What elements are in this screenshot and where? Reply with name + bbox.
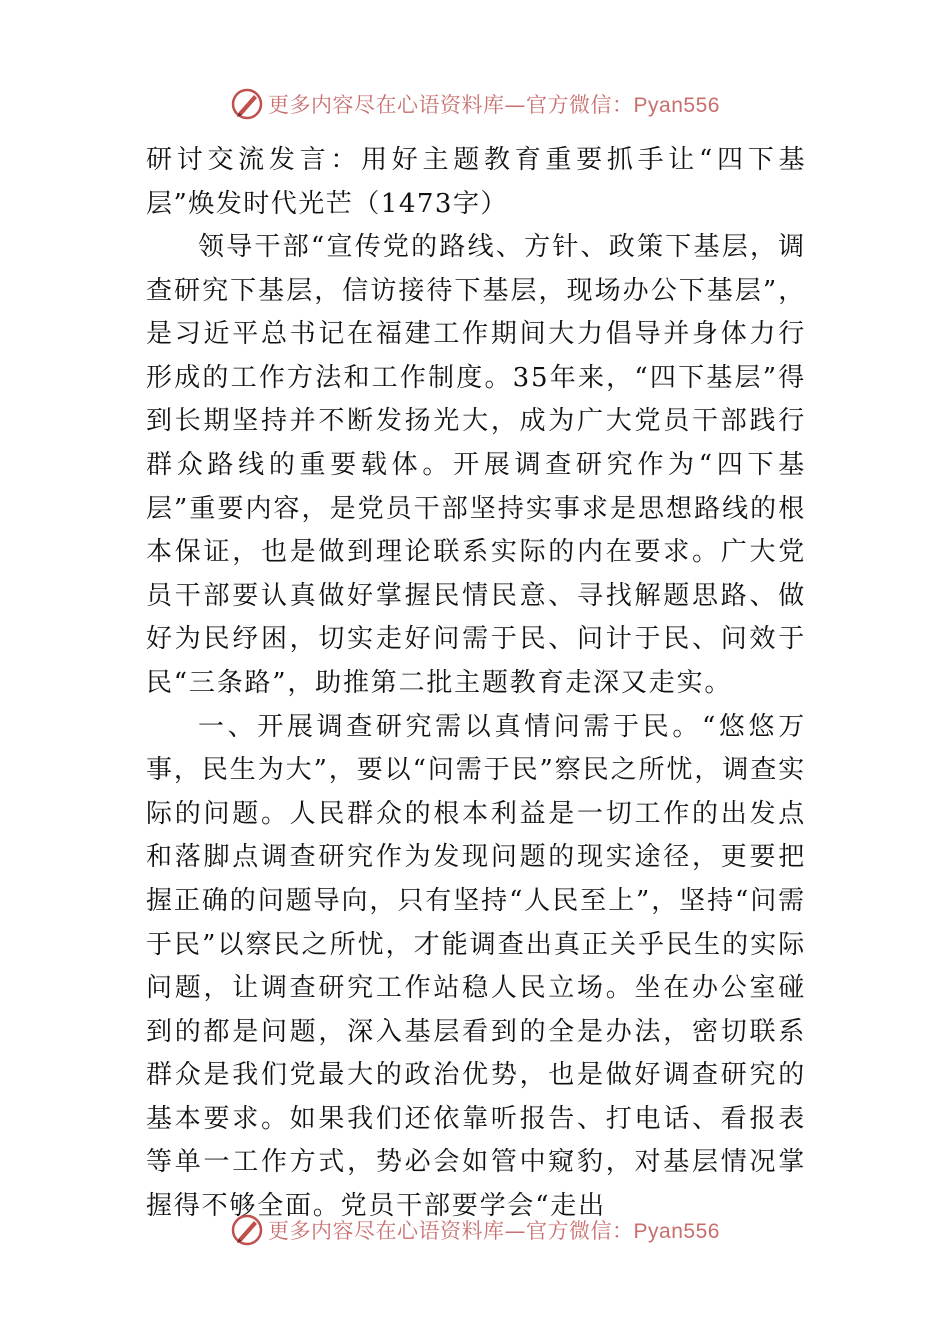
footer-banner-slogan: 更多内容尽在心语资料库	[268, 1219, 505, 1243]
header-banner-wechat-id: Pyan556	[633, 94, 720, 117]
paragraph-section-one: 一、开展调查研究需以真情问需于民。“悠悠万事，民生为大”，要以“问需于民”察民之所忧，调查实际的问题。人民群众的根本利益是一切工作的出发点和落脚点调查研究作为发现问题的现实途径，更要把握正确的问题导向，只有坚持“人民至上”，坚持“问需于民”以察民之所忧，才能调查出真正关乎民生的实际问题，让调查研究工作站稳人民立场。坐在办公室碰到的都是问题，深入基层看到的全是办法，密切联系群众是我们党最大的政治优势，也是做好调查研究的基本要求。如果我们还依靠听报告、打电话、看报表等单一工作方式，势必会如管中窥豹，对基层情况掌握得不够全面。党员干部要学会“走出	[146, 711, 806, 1222]
header-banner-text	[268, 89, 720, 119]
pen-logo-icon	[230, 87, 264, 121]
footer-banner-wechat-label: 官方微信：	[526, 1219, 634, 1243]
header-banner-wechat-label: 官方微信：	[526, 93, 634, 117]
header-banner	[0, 84, 950, 124]
footer-banner-text	[268, 1215, 720, 1245]
header-banner-slogan: 更多内容尽在心语资料库	[268, 93, 505, 117]
document-title: 研讨交流发言：用好主题教育重要抓手让“四下基层”焕发时代光芒（1473字）	[146, 145, 806, 219]
document-body	[146, 138, 806, 1229]
pen-logo-icon	[230, 1213, 264, 1247]
header-banner-separator: —	[504, 93, 527, 117]
footer-banner	[0, 1210, 950, 1250]
footer-banner-wechat-id: Pyan556	[633, 1220, 720, 1243]
paragraph-intro: 领导干部“宣传党的路线、方针、政策下基层，调查研究下基层，信访接待下基层，现场办公下基层”，是习近平总书记在福建工作期间大力倡导并身体力行形成的工作方法和工作制度。35年来，“四下基层”得到长期坚持并不断发扬光大，成为广大党员干部践行群众路线的重要载体。开展调查研究作为“四下基层”重要内容，是党员干部坚持实事求是思想路线的根本保证，也是做到理论联系实际的内在要求。广大党员干部要认真做好掌握民情民意、寻找解题思路、做好为民纾困，切实走好问需于民、问计于民、问效于民“三条路”，助推第二批主题教育走深又走实。	[146, 232, 806, 698]
footer-banner-separator: —	[504, 1219, 527, 1243]
